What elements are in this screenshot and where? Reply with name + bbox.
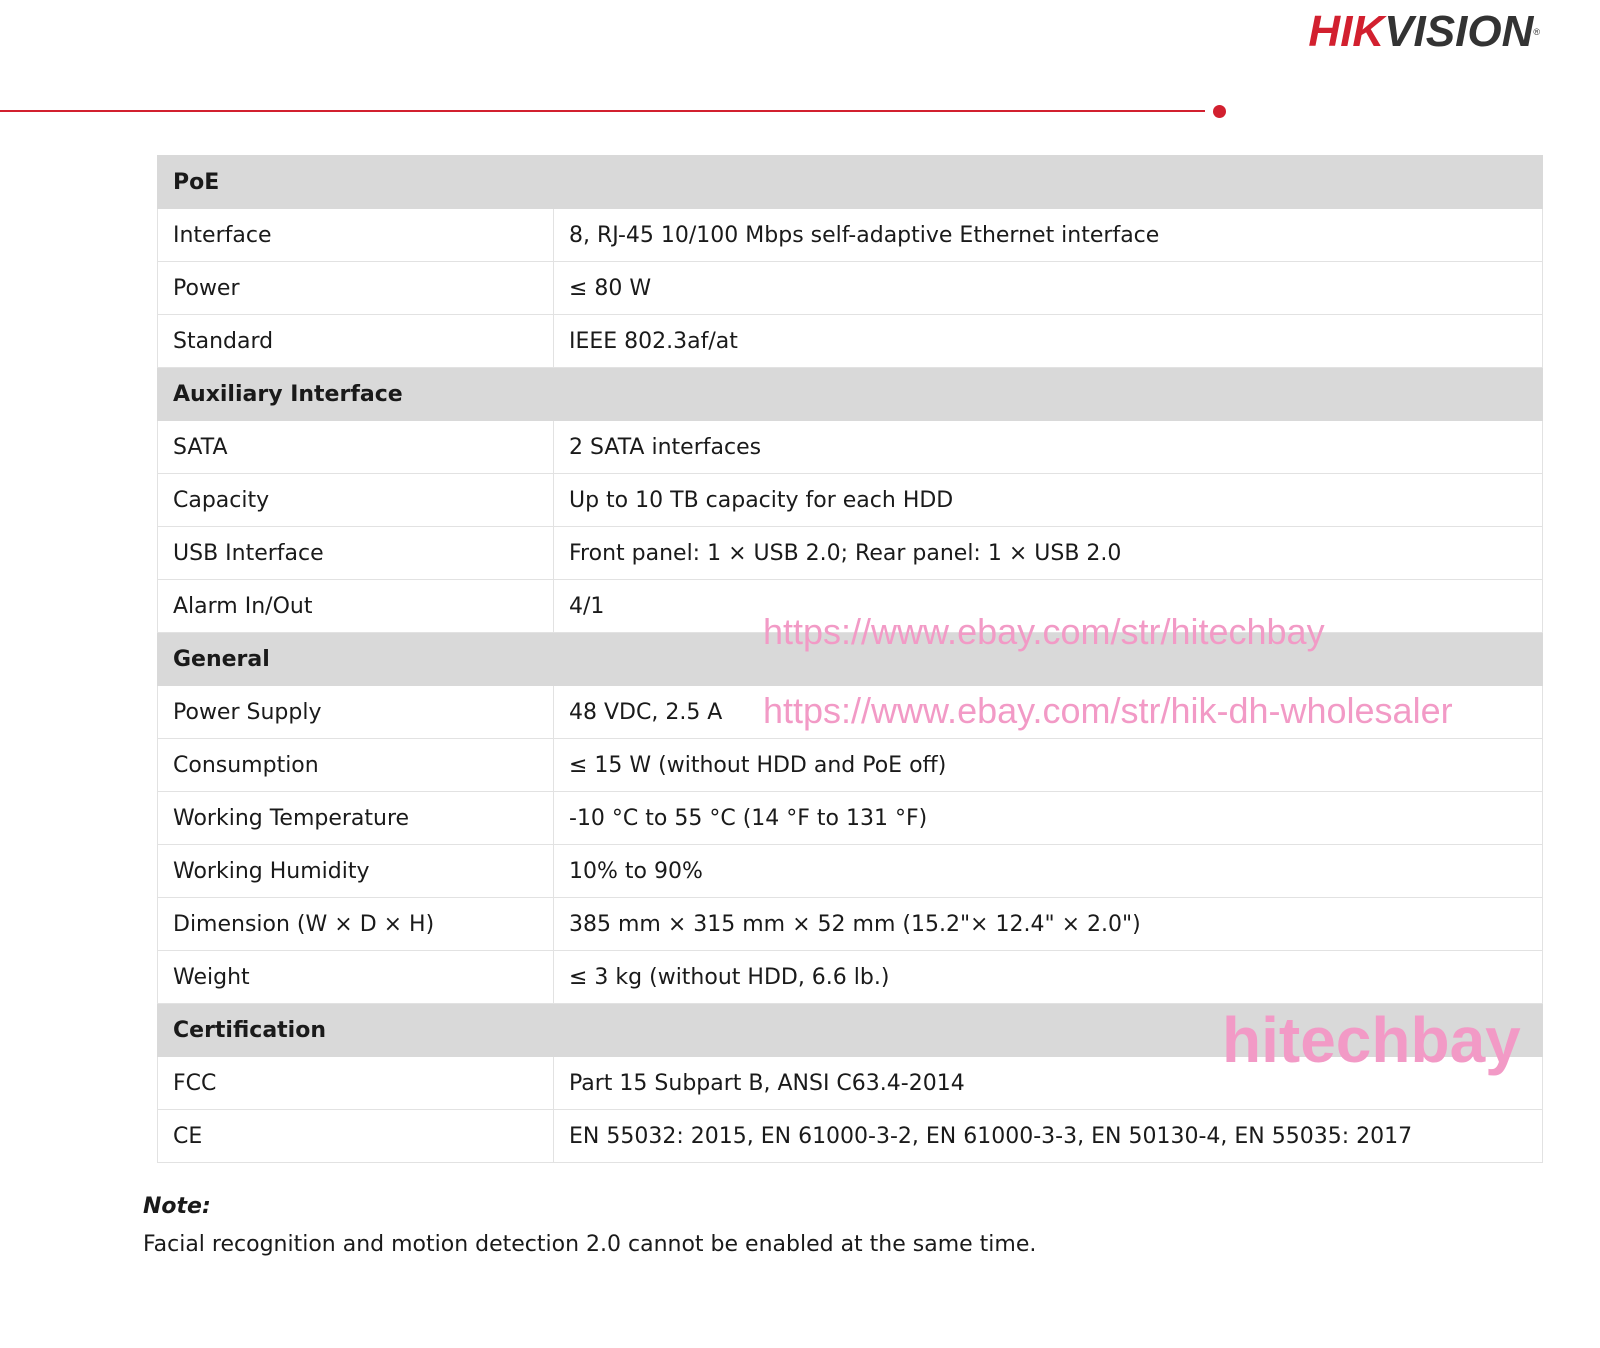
spec-label: Working Temperature — [158, 792, 554, 845]
watermark-brand: hitechbay — [1222, 1004, 1521, 1076]
spec-label: Working Humidity — [158, 845, 554, 898]
section-header-auxiliary-interface — [158, 368, 1543, 421]
spec-value: 10% to 90% — [554, 845, 1543, 898]
watermark-url-hik-dh-wholesaler: https://www.ebay.com/str/hik-dh-wholesaler — [763, 690, 1453, 731]
logo-part-vision: VISION — [1384, 7, 1534, 56]
table-row — [158, 792, 1543, 845]
table-row — [158, 951, 1543, 1004]
note-text: Facial recognition and motion detection 2.0 cannot be enabled at the same time. — [143, 1232, 1037, 1257]
spec-label: USB Interface — [158, 527, 554, 580]
table-row — [158, 262, 1543, 315]
table-row — [158, 1110, 1543, 1163]
section-title: Auxiliary Interface — [158, 368, 1543, 421]
section-title: General — [158, 633, 1543, 686]
spec-label: CE — [158, 1110, 554, 1163]
logo-part-hik: HIK — [1308, 7, 1385, 56]
spec-label: FCC — [158, 1057, 554, 1110]
spec-value: -10 °C to 55 °C (14 °F to 131 °F) — [554, 792, 1543, 845]
spec-label: Interface — [158, 209, 554, 262]
spec-value: 4/1 — [554, 580, 1543, 633]
table-row — [158, 421, 1543, 474]
table-row — [158, 474, 1543, 527]
spec-label: Dimension (W × D × H) — [158, 898, 554, 951]
table-row — [158, 315, 1543, 368]
spec-value: ≤ 3 kg (without HDD, 6.6 lb.) — [554, 951, 1543, 1004]
spec-value: ≤ 15 W (without HDD and PoE off) — [554, 739, 1543, 792]
section-header-poe — [158, 156, 1543, 209]
spec-label: SATA — [158, 421, 554, 474]
hikvision-logo — [1308, 8, 1540, 56]
spec-label: Power Supply — [158, 686, 554, 739]
spec-label: Weight — [158, 951, 554, 1004]
spec-value: 385 mm × 315 mm × 52 mm (15.2"× 12.4" × 2.0") — [554, 898, 1543, 951]
spec-label: Consumption — [158, 739, 554, 792]
header-divider-line — [0, 110, 1205, 112]
spec-value: EN 55032: 2015, EN 61000-3-2, EN 61000-3-3, EN 50130-4, EN 55035: 2017 — [554, 1110, 1543, 1163]
table-row — [158, 845, 1543, 898]
spec-value: Front panel: 1 × USB 2.0; Rear panel: 1 × USB 2.0 — [554, 527, 1543, 580]
section-title: PoE — [158, 156, 1543, 209]
table-row — [158, 209, 1543, 262]
note-title: Note: — [143, 1194, 211, 1219]
section-title: Certification — [158, 1004, 1543, 1057]
registered-mark: ® — [1533, 27, 1540, 37]
table-row — [158, 898, 1543, 951]
spec-label: Alarm In/Out — [158, 580, 554, 633]
watermark-url-hitechbay: https://www.ebay.com/str/hitechbay — [763, 611, 1325, 652]
spec-value: IEEE 802.3af/at — [554, 315, 1543, 368]
spec-label: Capacity — [158, 474, 554, 527]
spec-label: Power — [158, 262, 554, 315]
header-divider-dot — [1213, 105, 1226, 118]
table-row — [158, 739, 1543, 792]
spec-label: Standard — [158, 315, 554, 368]
spec-value: Part 15 Subpart B, ANSI C63.4-2014 — [554, 1057, 1543, 1110]
spec-value: Up to 10 TB capacity for each HDD — [554, 474, 1543, 527]
spec-value: ≤ 80 W — [554, 262, 1543, 315]
table-row — [158, 527, 1543, 580]
spec-value: 2 SATA interfaces — [554, 421, 1543, 474]
spec-value: 48 VDC, 2.5 A — [554, 686, 1543, 739]
spec-value: 8, RJ-45 10/100 Mbps self-adaptive Ethernet interface — [554, 209, 1543, 262]
